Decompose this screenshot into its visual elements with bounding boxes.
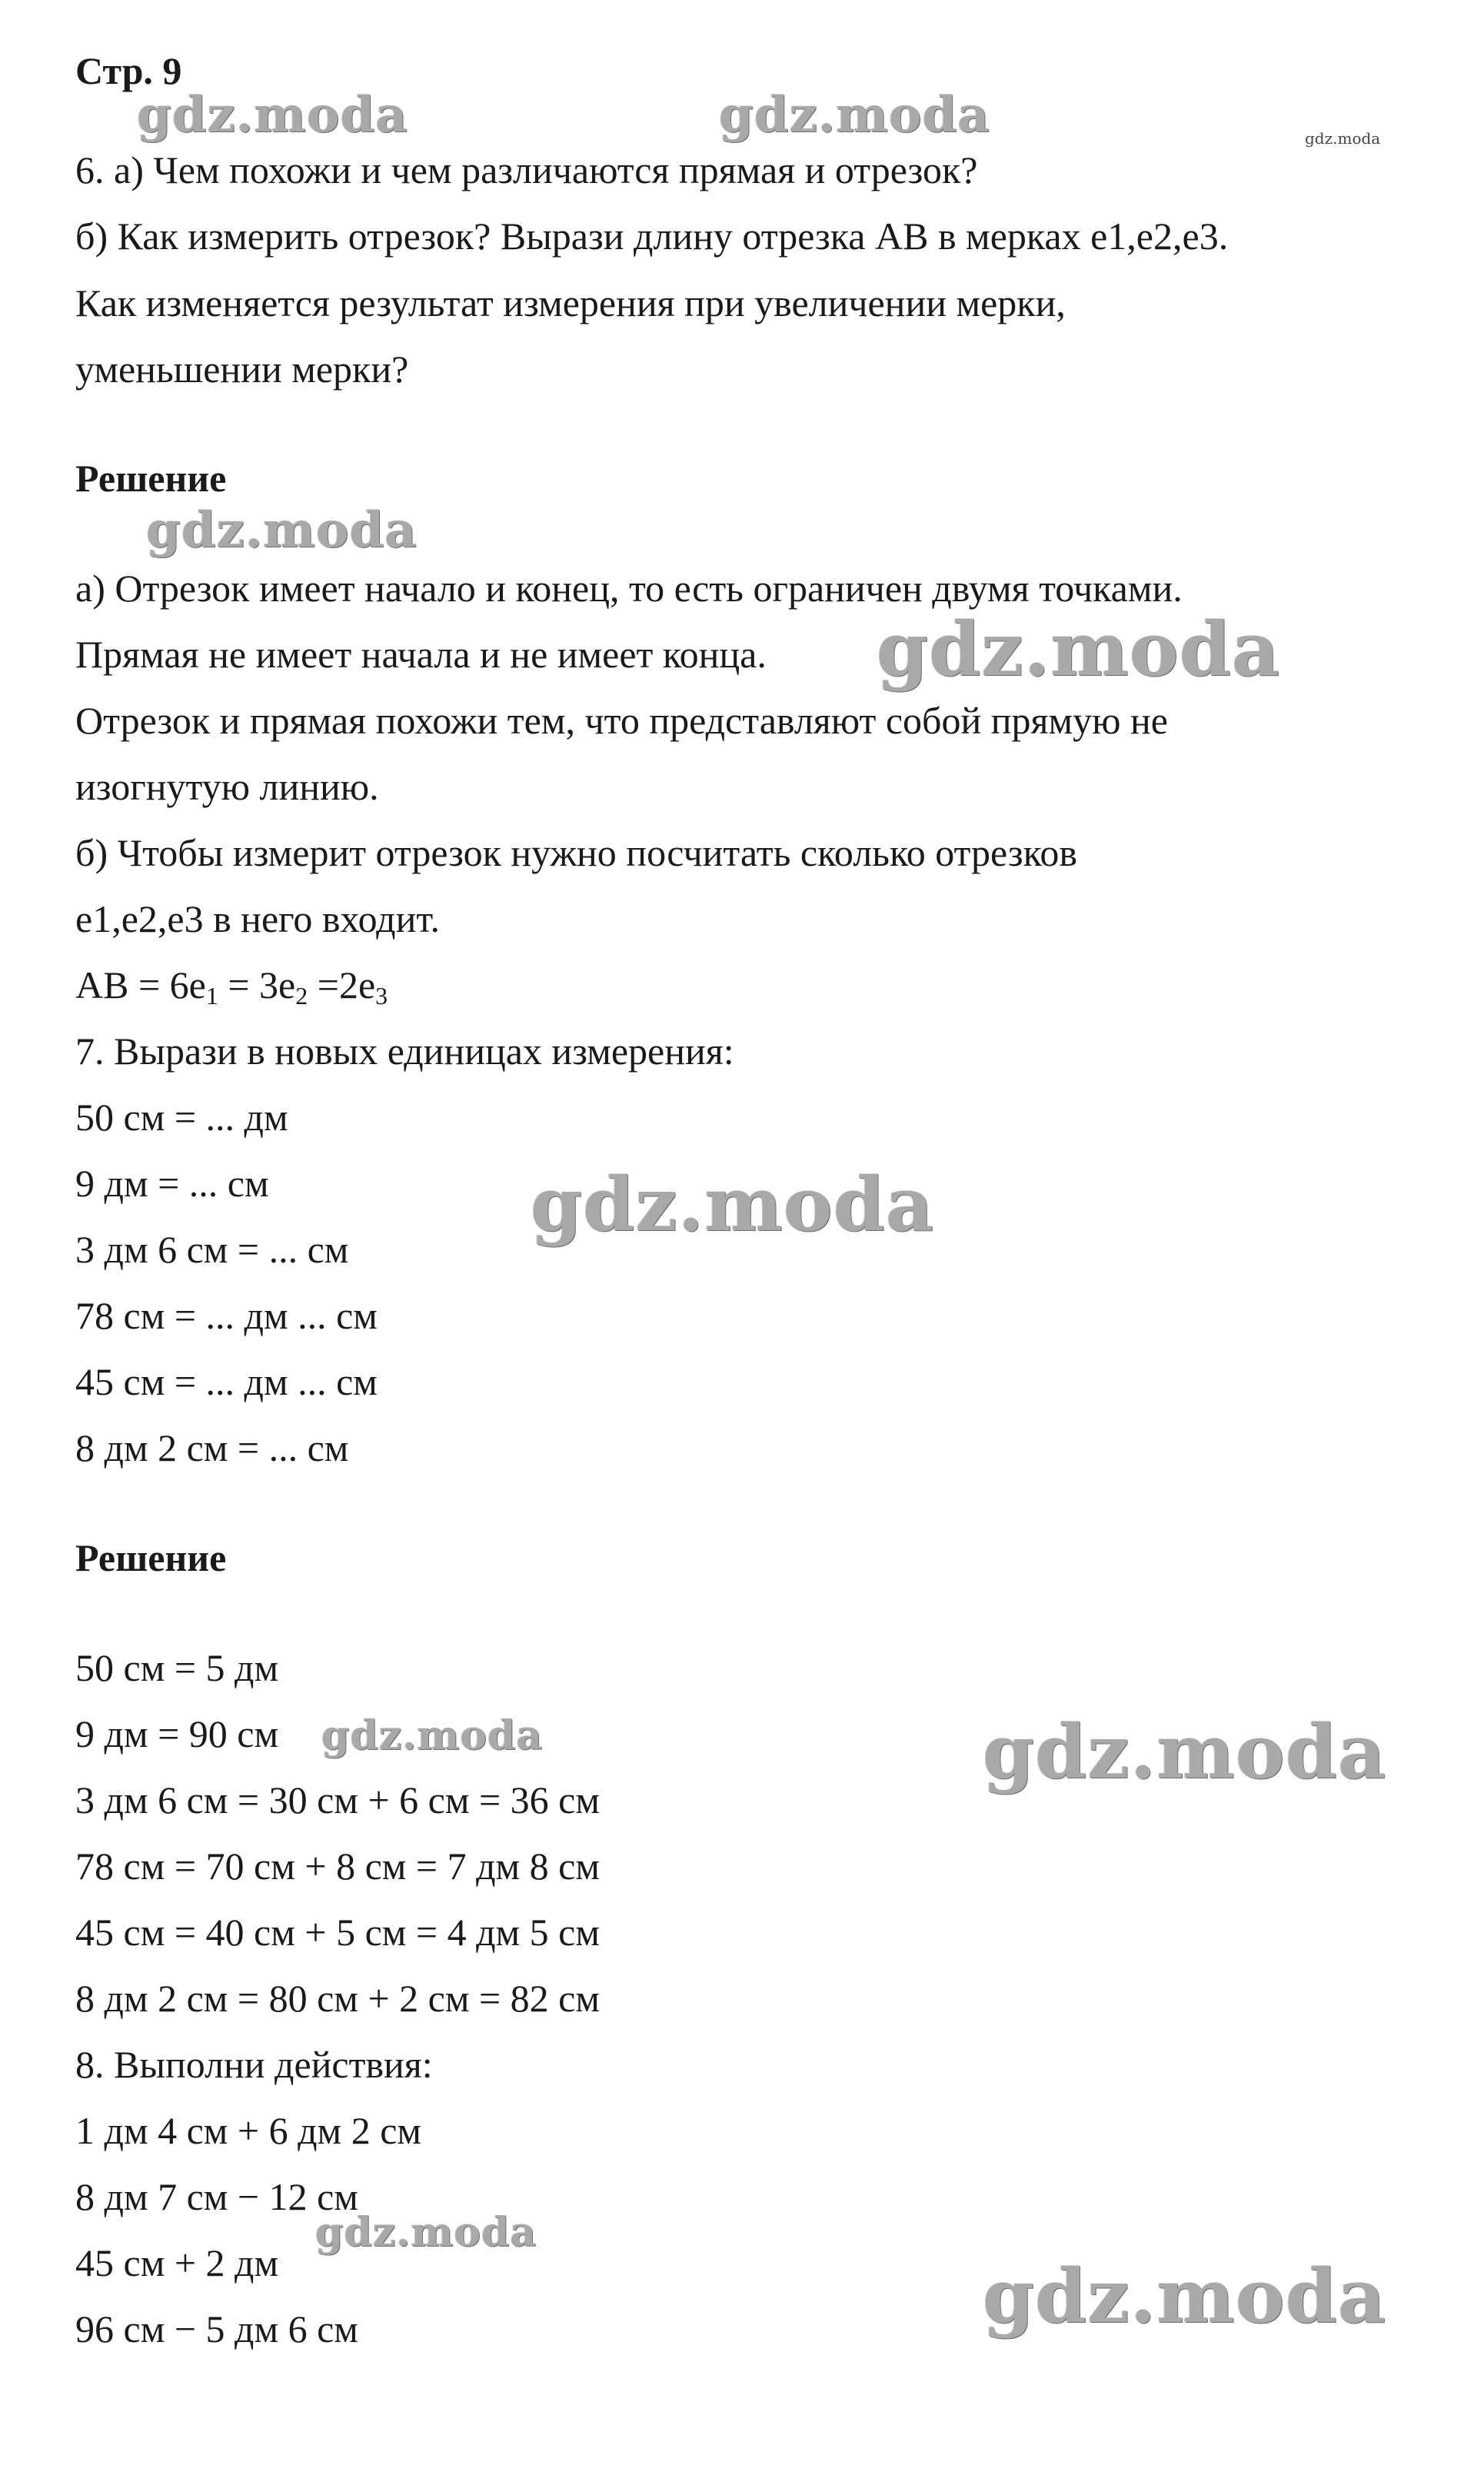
formula-part-2: = 3е — [218, 963, 296, 1006]
solution2-line-5: 45 см = 40 см + 5 см = 4 дм 5 см — [75, 1911, 601, 1954]
task8-line-3: 8 дм 7 см − 12 см — [75, 2175, 358, 2218]
solution2-heading: Решение — [75, 1536, 227, 1579]
task6-line-1: 6. а) Чем похожи и чем различаются прямая и отрезок? — [75, 148, 978, 191]
watermark: gdz.moda — [531, 1161, 935, 1248]
solution2-line-3: 3 дм 6 см = 30 см + 6 см = 36 см — [75, 1778, 601, 1821]
formula-sub-1: 1 — [205, 982, 218, 1010]
task8-line-2: 1 дм 4 см + 6 дм 2 см — [75, 2109, 422, 2152]
watermark: gdz.moda — [983, 1708, 1387, 1795]
watermark: gdz.moda — [1305, 129, 1381, 148]
task7-line-1: 7. Вырази в новых единицах измерения: — [75, 1030, 734, 1073]
solution1-formula — [75, 962, 388, 1019]
solution1-line-4: изогнутую линию. — [75, 765, 379, 808]
solution2-line-4: 78 см = 70 см + 8 см = 7 дм 8 см — [75, 1845, 601, 1888]
watermark: gdz.moda — [983, 2253, 1387, 2340]
watermark: gdz.moda — [321, 1712, 544, 1759]
task8-line-4: 45 см + 2 дм — [75, 2241, 279, 2284]
watermark: gdz.moda — [137, 86, 408, 144]
watermark: gdz.moda — [719, 86, 990, 144]
solution1-line-1: а) Отрезок имеет начало и конец, то есть ограничен двумя точками. — [75, 567, 1183, 610]
solution2-line-2: 9 дм = 90 см — [75, 1712, 279, 1755]
page-label: Стр. 9 — [75, 49, 182, 92]
solution2-line-6: 8 дм 2 см = 80 см + 2 см = 82 см — [75, 1977, 601, 2020]
watermark: gdz.moda — [877, 606, 1281, 693]
task7-line-2: 50 см = ... дм — [75, 1096, 288, 1139]
solution1-line-6: е1,е2,е3 в него входит. — [75, 897, 440, 940]
task7-line-5: 78 см = ... дм ... см — [75, 1294, 378, 1337]
formula-sub-2: 2 — [295, 982, 308, 1010]
watermark: gdz.moda — [146, 501, 418, 559]
task7-line-3: 9 дм = ... см — [75, 1162, 269, 1205]
solution1-line-2: Прямая не имеет начала и не имеет конца. — [75, 633, 767, 676]
solution1-line-5: б) Чтобы измерит отрезок нужно посчитать сколько отрезков — [75, 831, 1077, 874]
task6-line-2: б) Как измерить отрезок? Вырази длину отрезка АВ в мерках е1,е2,е3. — [75, 215, 1229, 258]
solution1-heading: Решение — [75, 457, 227, 500]
task8-line-1: 8. Выполни действия: — [75, 2043, 433, 2086]
solution2-line-1: 50 см = 5 дм — [75, 1646, 279, 1689]
formula-sub-3: 3 — [375, 982, 388, 1010]
task7-line-6: 45 см = ... дм ... см — [75, 1360, 378, 1403]
task7-line-4: 3 дм 6 см = ... см — [75, 1228, 349, 1271]
formula-part-3: =2е — [308, 963, 376, 1006]
watermark: gdz.moda — [315, 2209, 537, 2256]
task7-line-7: 8 дм 2 см = ... см — [75, 1426, 349, 1469]
formula-part-1: АВ = 6е — [75, 963, 206, 1006]
task6-line-3: Как изменяется результат измерения при увеличении мерки, — [75, 281, 1066, 324]
task6-line-4: уменьшении мерки? — [75, 348, 409, 391]
task8-line-5: 96 см − 5 дм 6 см — [75, 2307, 358, 2350]
solution1-line-3: Отрезок и прямая похожи тем, что представляют собой прямую не — [75, 699, 1168, 742]
